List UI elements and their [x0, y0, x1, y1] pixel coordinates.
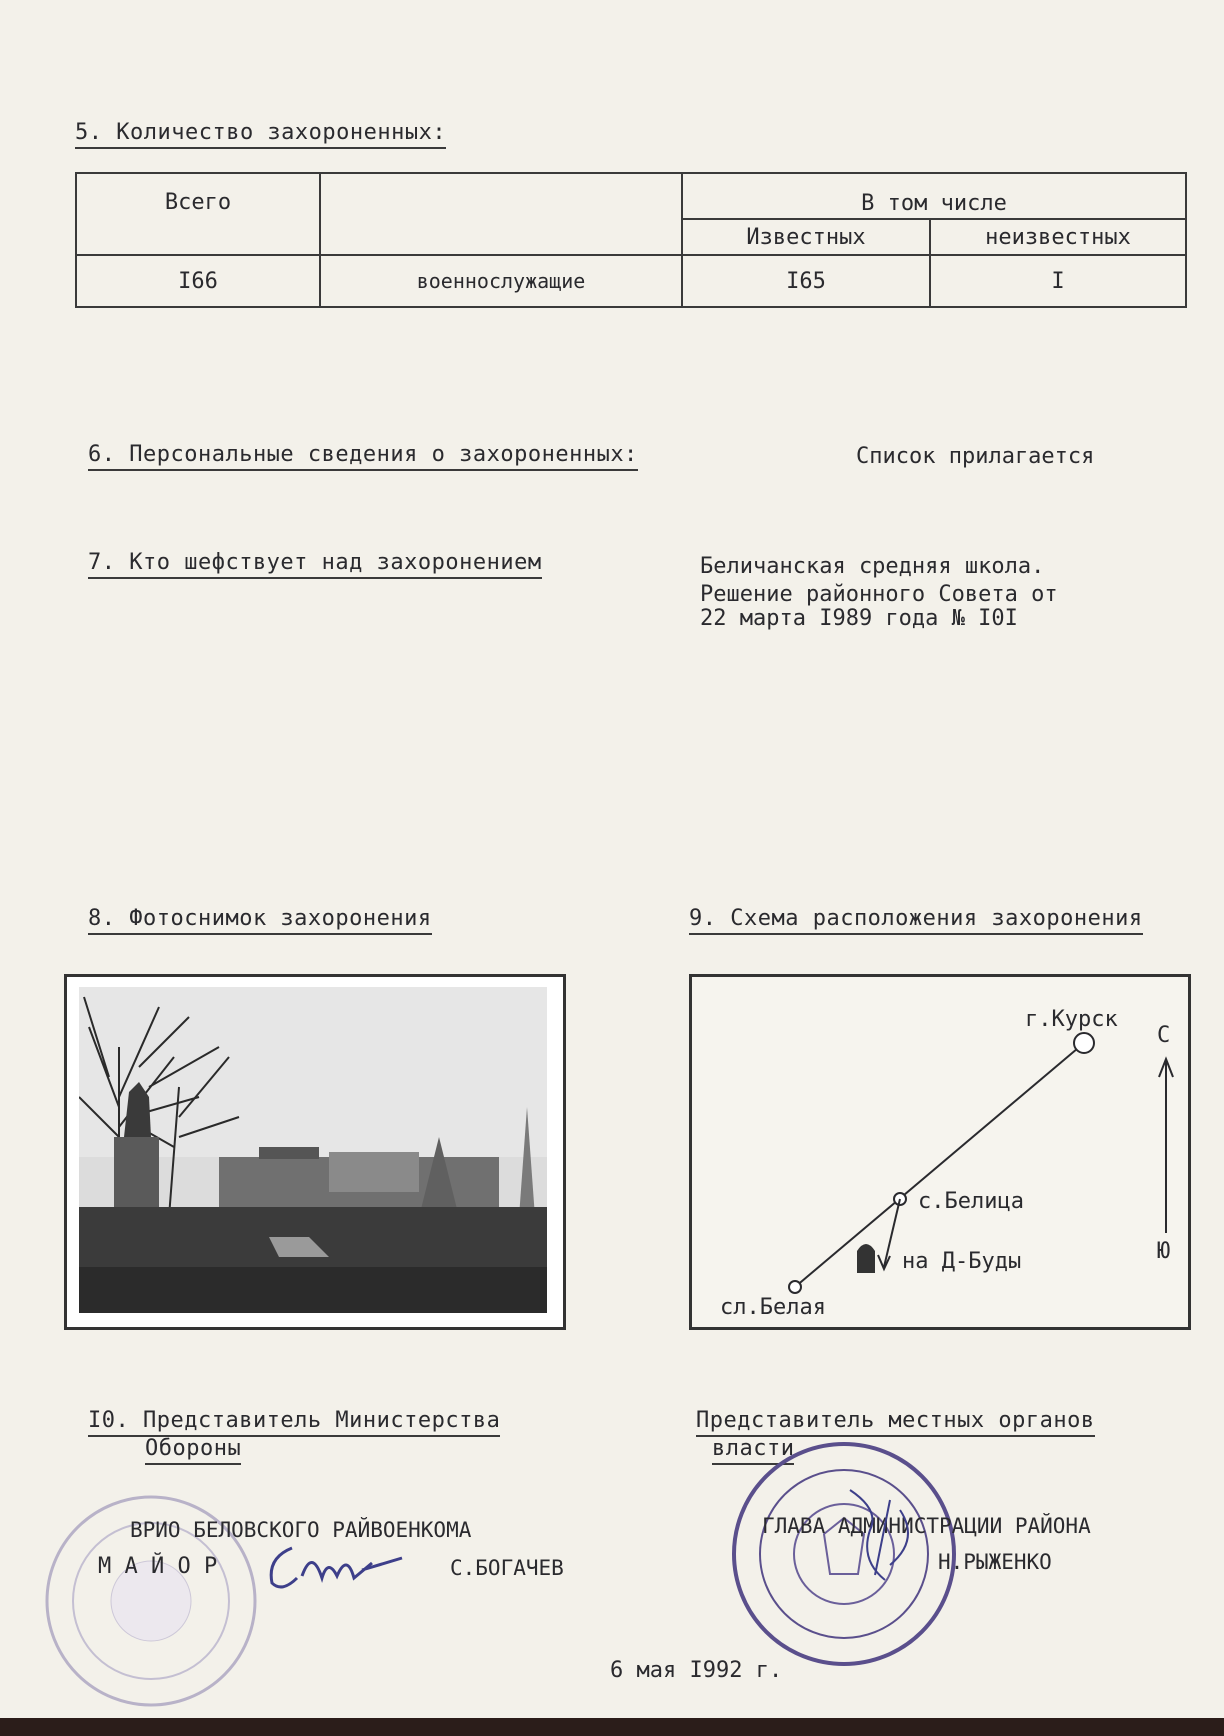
page-bottom-edge	[0, 1718, 1224, 1736]
kursk-marker	[1074, 1033, 1094, 1053]
local-heading-line2: власти	[712, 1436, 794, 1465]
table-cell-category: военнослужащие	[320, 255, 682, 307]
administration-signature	[830, 1470, 940, 1594]
military-rank: М А Й О Р	[98, 1554, 218, 1579]
table-header-unknown: неизвестных	[930, 219, 1186, 255]
section6-heading: 6. Персональные сведения о захороненных:	[88, 442, 638, 471]
section6-value: Список прилагается	[856, 444, 1095, 469]
section7-line2: Решение районного Совета от	[700, 582, 1058, 607]
administration-name: Н.РЫЖЕНКО	[938, 1550, 1052, 1574]
table-header-total: Всего	[76, 173, 320, 255]
burial-icon	[857, 1244, 875, 1273]
section10-heading-line2: Обороны	[145, 1436, 241, 1465]
section5-heading: 5. Количество захороненных:	[75, 120, 446, 149]
north-label: С	[1157, 1023, 1171, 1048]
memorial-photo	[79, 987, 547, 1313]
memorial-photo-image	[79, 987, 547, 1313]
kursk-label: г.Курск	[1025, 1007, 1118, 1032]
table-header-known: Известных	[682, 219, 930, 255]
military-signature	[262, 1538, 412, 1602]
table-cell-total: I66	[76, 255, 320, 307]
section7-line3: 22 марта I989 года № I0I	[700, 606, 1018, 631]
side-road-arrow	[878, 1255, 890, 1269]
table-header-empty	[320, 173, 682, 255]
south-label: Ю	[1157, 1239, 1171, 1264]
burials-count-table	[75, 172, 1187, 308]
belaya-marker	[789, 1281, 801, 1293]
table-cell-unknown: I	[930, 255, 1186, 307]
table-cell-known: I65	[682, 255, 930, 307]
location-scheme	[689, 974, 1191, 1330]
section7-heading: 7. Кто шефствует над захоронением	[88, 550, 542, 579]
d-budy-label: на Д-Буды	[902, 1249, 1022, 1274]
military-title: ВРИО БЕЛОВСКОГО РАЙВОЕНКОМА	[130, 1518, 472, 1542]
belaya-label: сл.Белая	[720, 1295, 826, 1320]
table-header-including: В том числе	[682, 173, 1186, 219]
section10-heading-line1: I0. Представитель Министерства	[88, 1408, 500, 1437]
belitsa-label: с.Белица	[918, 1189, 1024, 1214]
local-heading-line1: Представитель местных органов	[696, 1408, 1095, 1437]
military-signature-graphic	[262, 1538, 412, 1598]
military-name: С.БОГАЧЕВ	[450, 1556, 564, 1580]
memorial-photo-frame	[64, 974, 566, 1330]
document-date: 6 мая I992 г.	[610, 1658, 783, 1683]
section9-heading: 9. Схема расположения захоронения	[689, 906, 1143, 935]
section8-heading: 8. Фотоснимок захоронения	[88, 906, 432, 935]
administration-signature-graphic	[830, 1470, 940, 1590]
administration-title: ГЛАВА АДМИНИСТРАЦИИ РАЙОНА	[762, 1514, 1091, 1538]
section7-line1: Беличанская средняя школа.	[700, 554, 1045, 579]
